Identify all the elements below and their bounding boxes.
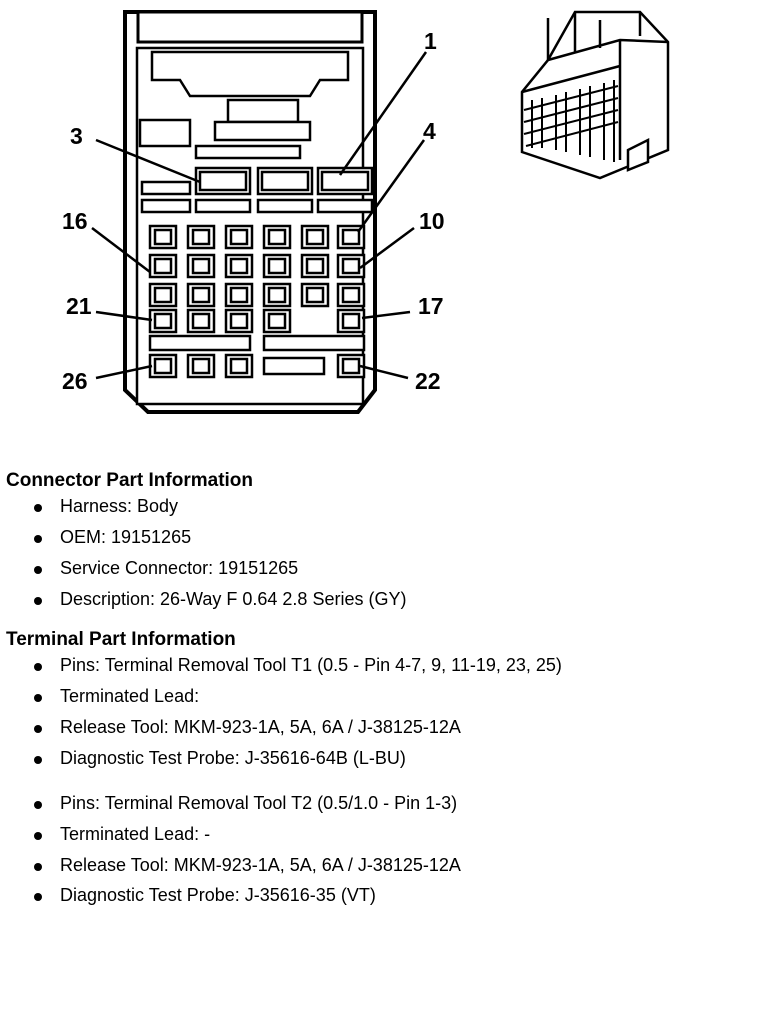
connector-part-information-list: [0, 496, 768, 611]
callout-3: 3: [70, 123, 83, 149]
callout-17: 17: [418, 293, 444, 319]
terminal-part-information-list-two: [0, 793, 768, 908]
connector-part-information-heading: Connector Part Information: [6, 470, 254, 491]
callout-26: 26: [62, 368, 88, 394]
callout-22: 22: [415, 368, 441, 394]
terminal-part-information-heading: Terminal Part Information: [6, 628, 236, 650]
callout-21: 21: [66, 293, 92, 319]
list-item: Diagnostic Test Probe: J-35616-64B (L-BU): [0, 748, 768, 770]
list-item: Pins: Terminal Removal Tool T2 (0.5/1.0 - Pin 1-3): [0, 793, 768, 815]
part-information-panel: [0, 470, 768, 916]
connector-diagram: [0, 0, 768, 470]
list-item: Harness: Body: [0, 496, 768, 518]
list-item: Pins: Terminal Removal Tool T1 (0.5 - Pin 4-7, 9, 11-19, 23, 25): [0, 655, 768, 677]
callout-16: 16: [62, 208, 88, 234]
list-item: OEM: 19151265: [0, 527, 768, 549]
list-item: Release Tool: MKM-923-1A, 5A, 6A / J-38125-12A: [0, 855, 768, 877]
connector-diagram-svg: [0, 0, 768, 470]
list-item: Terminated Lead: -: [0, 824, 768, 846]
callout-1: 1: [424, 28, 437, 54]
list-item: Terminated Lead:: [0, 686, 768, 708]
top-cavity-row: [196, 168, 372, 194]
list-item: Diagnostic Test Probe: J-35616-35 (VT): [0, 885, 768, 907]
list-separator: [0, 779, 768, 793]
list-item: Description: 26-Way F 0.64 2.8 Series (GY): [0, 589, 768, 611]
connector-side-view: [522, 12, 668, 178]
list-item: Release Tool: MKM-923-1A, 5A, 6A / J-38125-12A: [0, 717, 768, 739]
list-item: Service Connector: 19151265: [0, 558, 768, 580]
callout-10: 10: [419, 208, 445, 234]
terminal-part-information-list-one: [0, 655, 768, 770]
callout-4: 4: [423, 118, 436, 144]
